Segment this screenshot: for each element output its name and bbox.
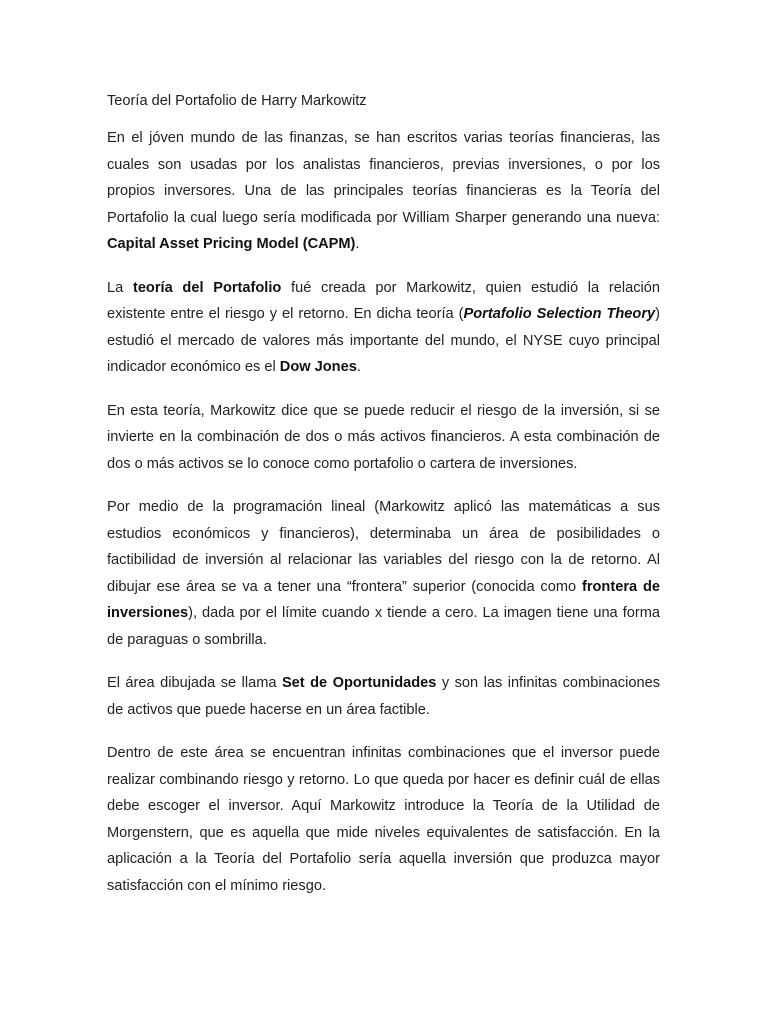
paragraph-text: En el jóven mundo de las finanzas, se han escritos varias teorías financieras, las cuales son usadas por los analistas financieros, previas inversiones, o por los propios inversores. Una de las principales teorías financieras es la Teoría del Portafolio la cual luego sería modificada por William Sharper generando una nueva: — [107, 130, 660, 226]
paragraph-text: fué creada por Markowitz, quien estudió la relación existente entre el riesgo y el retorno. En dicha teoría ( — [107, 279, 660, 322]
paragraph-text: y son las infinitas combinaciones de activos que puede hacerse en un área factible. — [107, 675, 660, 718]
paragraph-utility-theory — [107, 740, 660, 899]
paragraph-text: Dentro de este área se encuentran infinitas combinaciones que el inversor puede realizar combinando riesgo y retorno. Lo que queda por hacer es definir cuál de ellas debe escoger el inversor. Aquí Markowitz introduce la Teoría de la Utilidad de Morgenstern, que es aquella que mide niveles equivalentes de satisfacción. En la aplicación a la Teoría del Portafolio sería aquella inversión que produzca mayor satisfacción con el mínimo riesgo. — [107, 745, 660, 894]
paragraph-text: . — [356, 359, 361, 375]
paragraph-risk-reduction — [107, 398, 660, 478]
paragraph-opportunity-set — [107, 670, 660, 723]
paragraph-text: Por medio de la programación lineal (Markowitz aplicó las matemáticas a sus estudios económicos y financieros), determinaba un área de posibilidades o factibilidad de inversión al relacionar las variables del riesgo con la de retorno. Al dibujar ese área se va a tener una “frontera” superior (conocida como — [107, 499, 660, 595]
paragraph-text: En esta teoría, Markowitz dice que se puede reducir el riesgo de la inversión, si se invierte en la combinación de dos o más activos financieros. A esta combinación de dos o más activos se lo conoce como portafolio o cartera de inversiones. — [107, 402, 660, 472]
bold-italic-term-selection-theory: Portafolio Selection Theory — [463, 306, 656, 322]
paragraph-text: ), dada por el límite cuando x tiende a cero. La imagen tiene una forma de paraguas o sombrilla. — [107, 605, 660, 648]
bold-term-investment-frontier: frontera de inversiones — [107, 578, 660, 621]
paragraph-linear-programming — [107, 494, 660, 653]
paragraph-portfolio-theory — [107, 275, 660, 381]
bold-term-opportunity-set: Set de Oportunidades — [281, 675, 437, 691]
paragraph-intro — [107, 125, 660, 258]
paragraph-text: ) estudió el mercado de valores más importante del mundo, el NYSE cuyo principal indicador económico es el — [107, 306, 660, 375]
paragraph-text: El área dibujada se llama — [107, 675, 282, 691]
bold-term-portfolio-theory: teoría del Portafolio — [132, 279, 282, 296]
paragraph-text: La — [107, 279, 133, 296]
paragraph-text: . — [355, 236, 360, 252]
document-title: Teoría del Portafolio de Harry Markowitz — [107, 93, 367, 109]
bold-term-capm: Capital Asset Pricing Model (CAPM) — [107, 236, 356, 252]
bold-term-dow-jones: Dow Jones — [279, 359, 357, 375]
